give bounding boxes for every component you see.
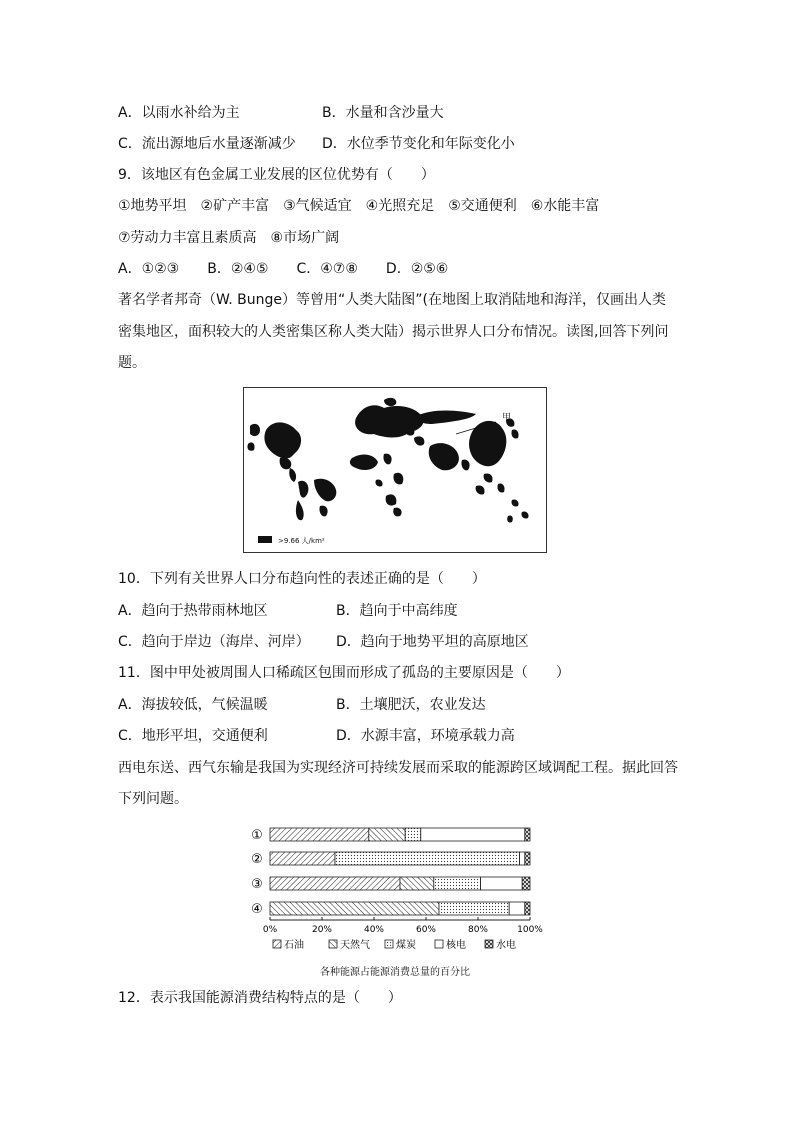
q9-stem: 9．该地区有色金属工业发展的区位优势有（ ）: [118, 167, 435, 183]
bar-segment-水电: [525, 852, 530, 865]
legend-label-水电: 水电: [496, 940, 516, 951]
q11-stem: 11．图中甲处被周围人口稀疏区包围而形成了孤岛的主要原因是（ ）: [118, 665, 570, 681]
x-tick-label: 60%: [415, 925, 437, 935]
bar-segment-石油: [270, 877, 400, 890]
passage1-line2: 密集地区，面积较大的人类密集区称人类大陆）揭示世界人口分布情况。读图,回答下列问: [118, 324, 669, 340]
q9-options: A．①②③ B．②④⑤ C．④⑦⑧ D．②⑤⑥: [118, 261, 449, 277]
bar-segment-水电: [522, 877, 530, 890]
q8-option-a: A．以雨水补给为主: [118, 105, 240, 121]
q11-option-c: C．地形平坦，交通便利: [118, 728, 268, 744]
q12-stem: 12．表示我国能源消费结构特点的是（ ）: [118, 990, 402, 1006]
bar-segment-天然气: [400, 877, 434, 890]
category-label: ②: [251, 852, 263, 867]
x-tick-label: 20%: [311, 925, 333, 935]
bar-segment-水电: [525, 828, 530, 841]
bar-segment-煤炭: [434, 877, 481, 890]
bar-segment-核电: [520, 852, 525, 865]
q11-option-a: A．海拔较低，气候温暖: [118, 697, 268, 713]
legend-swatch-煤炭: [385, 940, 393, 948]
q10-option-b: B．趋向于中高纬度: [336, 603, 458, 619]
legend-label-石油: 石油: [284, 940, 304, 951]
bar-segment-石油: [270, 828, 369, 841]
passage2-line2: 下列问题。: [118, 791, 188, 807]
q11-option-b: B．土壤肥沃，农业发达: [336, 697, 486, 713]
bar-segment-天然气: [270, 902, 439, 915]
legend-swatch: [258, 536, 272, 543]
x-tick-label: 40%: [363, 925, 385, 935]
x-tick-label: 0%: [262, 925, 278, 935]
q10-option-a: A．趋向于热带雨林地区: [118, 603, 268, 619]
category-label: ④: [251, 902, 263, 917]
population-map-graphic: [244, 388, 546, 552]
x-tick-label: 100%: [517, 925, 543, 935]
map-legend-text: >9.66 人/km²: [278, 537, 325, 545]
chart-caption: 各种能源占能源消费总量的百分比: [320, 967, 470, 978]
q8-option-b: B．水量和含沙量大: [322, 105, 444, 121]
bar-segment-煤炭: [335, 852, 520, 865]
map-label-jia: 甲: [502, 413, 512, 423]
category-label: ③: [251, 877, 263, 892]
bar-segment-核电: [421, 828, 525, 841]
q9-items-line1: ①地势平坦 ②矿产丰富 ③气候适宜 ④光照充足 ⑤交通便利 ⑥水能丰富: [118, 198, 600, 214]
q10-stem: 10．下列有关世界人口分布趋向性的表述正确的是（ ）: [118, 571, 486, 587]
bar-segment-煤炭: [439, 902, 509, 915]
legend-swatch-石油: [273, 940, 281, 948]
population-dense-areas: [247, 398, 528, 523]
bar-segment-水电: [525, 902, 530, 915]
legend-label-核电: 核电: [446, 940, 466, 951]
x-tick-label: 80%: [467, 925, 489, 935]
legend-label-天然气: 天然气: [340, 940, 370, 951]
population-map: [243, 387, 547, 553]
q8-option-c: C．流出源地后水量逐渐减少: [118, 136, 296, 152]
bar-segment-石油: [270, 852, 335, 865]
bar-segment-核电: [481, 877, 523, 890]
energy-chart: [245, 818, 545, 983]
passage1-line3: 题。: [118, 355, 146, 371]
passage1-line1: 著名学者邦奇（W. Bunge）等曾用“人类大陆图”(在地图上取消陆地和海洋，仅画出人类: [118, 292, 666, 308]
q9-items-line2: ⑦劳动力丰富且素质高 ⑧市场广阔: [118, 230, 340, 246]
q11-option-d: D．水源丰富，环境承载力高: [336, 728, 515, 744]
legend-swatch-核电: [435, 940, 443, 948]
bar-segment-煤炭: [405, 828, 421, 841]
bar-segment-核电: [509, 902, 525, 915]
passage2-line1: 西电东送、西气东输是我国为实现经济可持续发展而采取的能源跨区域调配工程。据此回答: [118, 760, 678, 776]
legend-swatch-天然气: [329, 940, 337, 948]
legend-label-煤炭: 煤炭: [396, 940, 416, 951]
q10-option-d: D．趋向于地势平坦的高原地区: [336, 634, 529, 650]
energy-chart-svg: [245, 818, 545, 983]
category-label: ①: [251, 828, 263, 843]
q8-option-d: D．水位季节变化和年际变化小: [322, 136, 515, 152]
bar-segment-天然气: [369, 828, 405, 841]
legend-swatch-水电: [485, 940, 493, 948]
q10-option-c: C．趋向于岸边（海岸、河岸）: [118, 634, 310, 650]
